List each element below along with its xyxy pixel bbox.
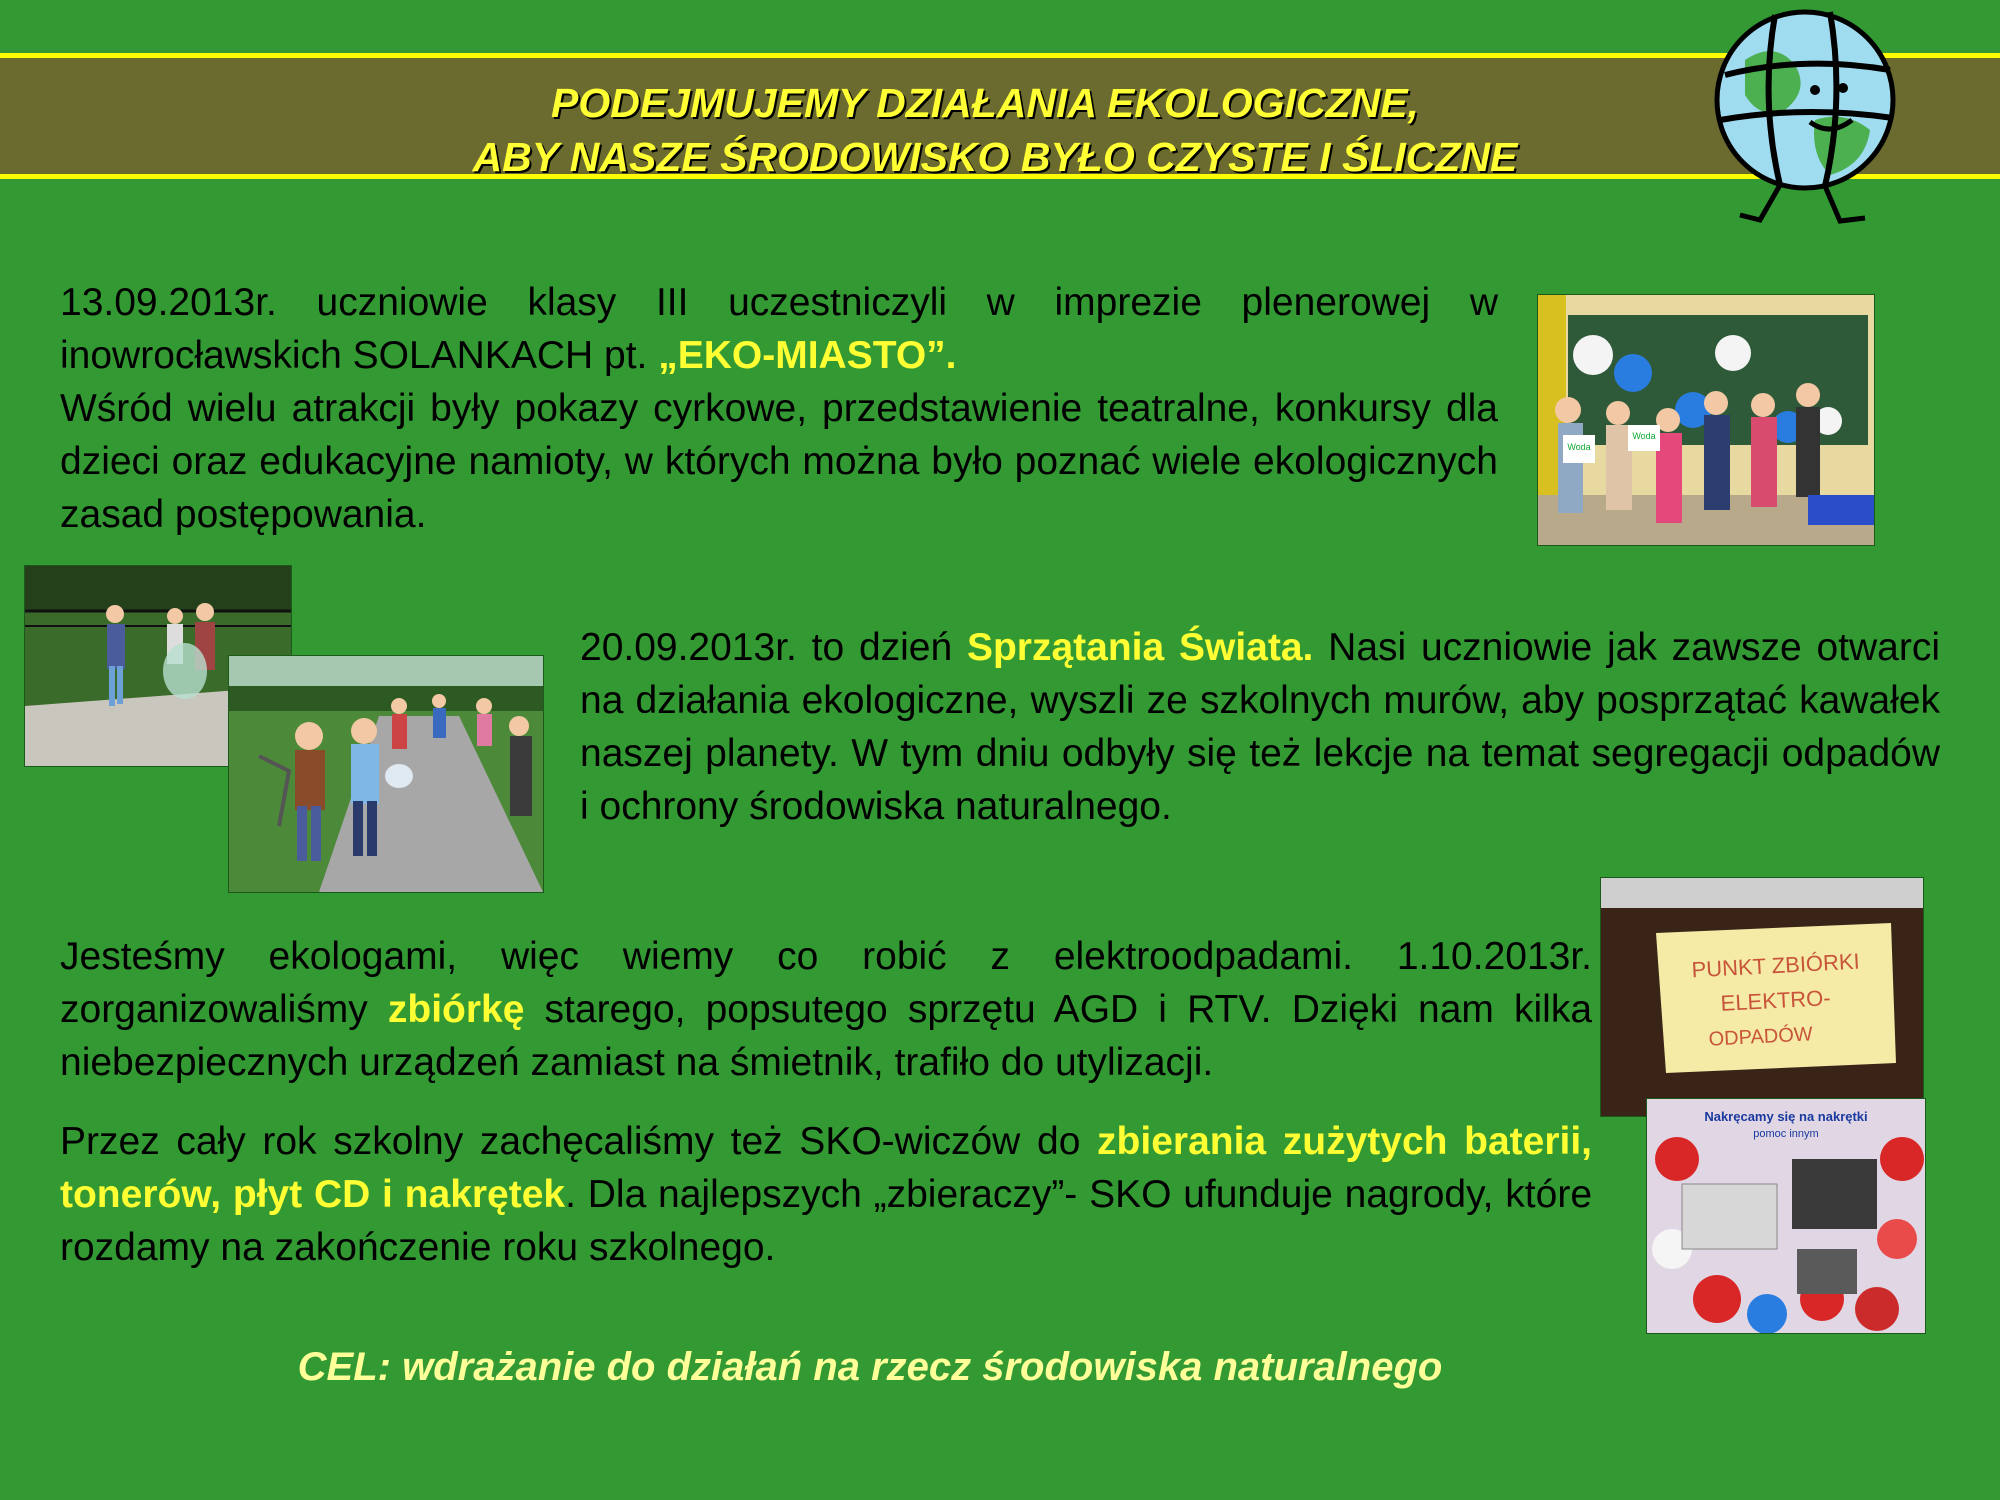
bottle-caps-poster-photo (1646, 1098, 1926, 1334)
goal-statement: CEL: wdrażanie do działań na rzecz środowiska naturalnego (297, 1345, 1443, 1389)
zbiorka-highlight: zbiórkę (387, 988, 525, 1031)
globe-mascot-icon (1705, 0, 1905, 235)
eko-miasto-highlight: „EKO-MIASTO”. (658, 334, 957, 377)
water-card-1: Woda (1567, 442, 1591, 452)
sign-text-line-1: PUNKT ZBIÓRKI (1690, 948, 1861, 983)
sign-text-line-3: ODPADÓW (1708, 1023, 1814, 1051)
collecting-highlight: zbierania zużytych baterii, tonerów, płyt CD i nakrętek (60, 1120, 1593, 1216)
e-waste-sign-photo (1600, 877, 1924, 1117)
title-line-1: PODEJMUJEMY DZIAŁANIA EKOLOGICZNE, (551, 80, 1419, 126)
balloons-class-photo (1537, 294, 1875, 546)
water-card-2: Woda (1632, 431, 1656, 441)
caps-poster-subtitle: pomoc innym (1753, 1128, 1819, 1140)
caps-poster-title: Nakręcamy się na nakrętki (1704, 1109, 1868, 1124)
cleanup-photo-2 (228, 655, 544, 893)
title-banner (0, 53, 2000, 179)
elektroodpady-paragraph: Jesteśmy ekologami, więc wiemy co robić z elektroodpadami. 1.10.2013r. zorganizowaliśmy zbiórkę starego, popsutego sprzętu AGD i RTV. Dzięki nam kilka niebezpiecznych urządzeń zamiast na śmietnik, trafiło do utylizacji. (60, 935, 1593, 1084)
title-line-2: ABY NASZE ŚRODOWISKO BYŁO CZYSTE I ŚLICZNE (472, 134, 1518, 180)
sko-collecting-paragraph: Przez cały rok szkolny zachęcaliśmy też SKO-wiczów do zbierania zużytych baterii, tonerów, płyt CD i nakrętek. Dla najlepszych „zbieraczy”- SKO ufunduje nagrody, które rozdamy na zakończenie roku szkolnego. (60, 1120, 1593, 1269)
sign-text-line-2: ELEKTRO- (1720, 985, 1832, 1016)
eko-miasto-paragraph: 13.09.2013r. uczniowie klasy III uczestniczyli w imprezie plenerowej w inowrocławskich SOLANKACH pt. „EKO-MIASTO”. Wśród wielu atrakcji były pokazy cyrkowe, przedstawienie teatralne, konkursy dla dzieci oraz edukacyjne namioty, w których można było poznać wiele ekologicznych zasad postępowania. (60, 281, 1498, 536)
sprzatanie-swiata-paragraph: 20.09.2013r. to dzień Sprzątania Świata. Nasi uczniowie jak zawsze otwarci na działania ekologiczne, wyszli ze szkolnych murów, aby posprzątać kawałek naszej planety. W tym dniu odbyły się też lekcje na temat segregacji odpadów i ochrony środowiska naturalnego. (580, 626, 1940, 828)
sprzatanie-swiata-highlight: Sprzątania Świata. (966, 626, 1314, 669)
